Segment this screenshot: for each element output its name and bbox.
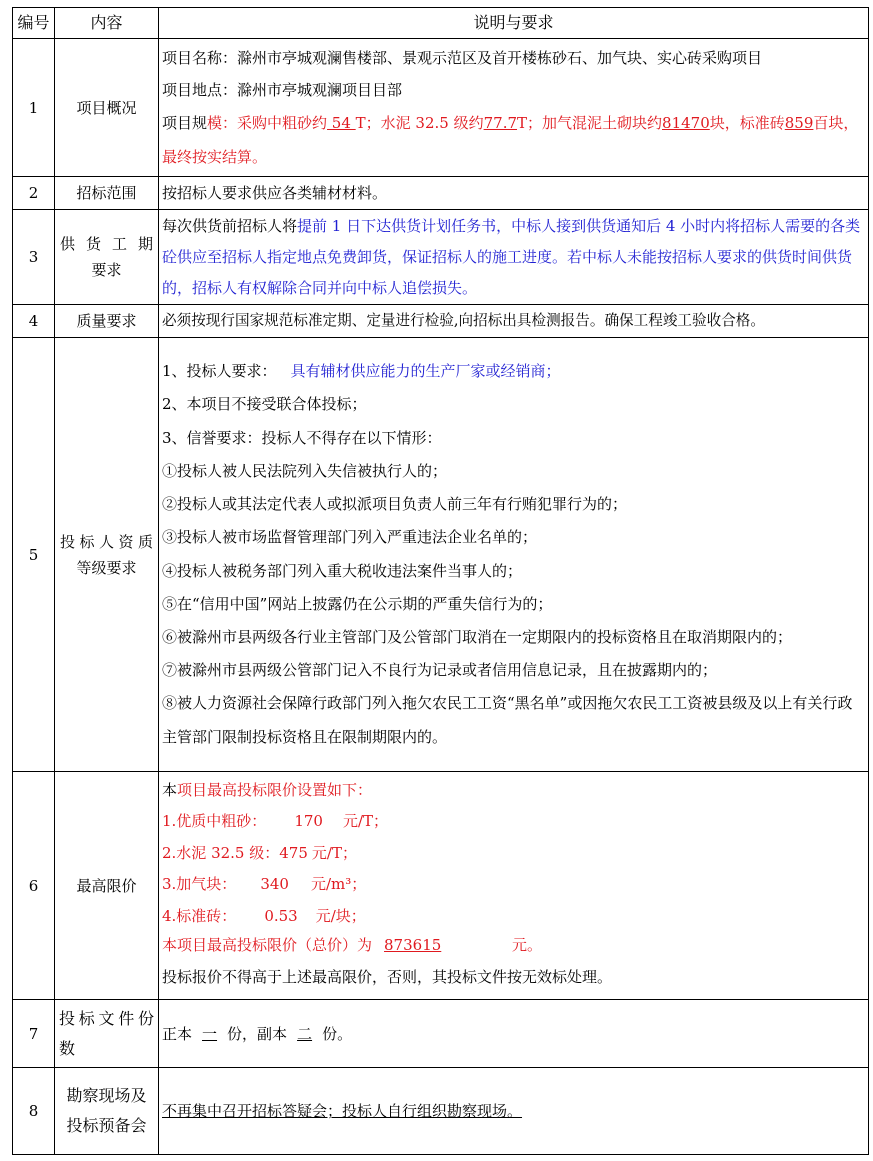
table-row [13, 1068, 869, 1155]
row-number: 8 [13, 1068, 55, 1155]
site-visit-desc: 不再集中召开招标答疑会；投标人自行组织勘察现场。 [159, 1068, 869, 1155]
row-number: 7 [13, 1000, 55, 1068]
row-number: 2 [13, 177, 55, 210]
table-row [13, 1000, 869, 1068]
bid-scope-desc: 按招标人要求供应各类辅材材料。 [159, 177, 869, 210]
row-item-label: 项目概况 [55, 39, 159, 177]
row-item-label: 供货工期 要求 [55, 210, 159, 305]
scale-line: 项目规模：采购中粗砂约 54 T；水泥 32.5 级约77.7T；加气混泥土砌块约81470块，标准砖859百块，最终按实结算。 [162, 113, 859, 166]
header-no: 编号 [13, 8, 55, 39]
condition-5: ⑤在“信用中国”网站上披露仍在公示期的严重失信行为的； [162, 594, 553, 613]
row-item-label: 招标范围 [55, 177, 159, 210]
bid-copies-desc: 正本 一 份，副本 二 份。 [159, 1000, 869, 1068]
condition-6: ⑥被滁州市县两级各行业主管部门及公管部门取消在一定期限内的投标资格且在取消期限内的； [162, 627, 793, 646]
req-2: 2、本项目不接受联合体投标； [162, 395, 367, 414]
row-number: 6 [13, 772, 55, 1000]
copy-count: 二 [297, 1024, 313, 1043]
condition-1: ①投标人被人民法院列入失信被执行人的； [162, 461, 448, 480]
max-price-note: 投标报价不得高于上述最高限价，否则，其投标文件按无效标处理。 [162, 968, 613, 987]
brick-quantity: 859 [784, 113, 814, 132]
condition-7: ⑦被滁州市县两级公管部门记入不良行为记录或者信用信息记录，且在披露期内的； [162, 661, 718, 680]
row-item-label: 勘察现场及 投标预备会 [55, 1068, 159, 1155]
max-price-intro: 本项目最高投标限价设置如下： [162, 780, 373, 799]
cement-quantity: 77.7 [483, 113, 518, 132]
sand-quantity: 54 [327, 113, 356, 132]
req-1: 1、投标人要求： 具有辅材供应能力的生产厂家或经销商； [162, 362, 561, 381]
table-row [13, 210, 869, 305]
price-aerated-block: 3.加气块： 340 元/m³； [162, 875, 367, 894]
supply-schedule-desc: 每次供货前招标人将提前 1 日下达供货计划任务书，中标人接到供货通知后 4 小时内将招标人需要的各类砼供应至招标人指定地点免费卸货，保证招标人的施工进度。若中标人未能按招标人要求的供货时间供货的，招标人有权解除合同并向中标人追偿损失。 [159, 210, 869, 305]
row-number: 5 [13, 338, 55, 772]
price-standard-brick: 4.标准砖： 0.53 元/块； [162, 906, 366, 925]
block-quantity: 81470 [662, 113, 710, 132]
original-count: 一 [202, 1024, 218, 1043]
condition-2: ②投标人或其法定代表人或拟派项目负责人前三年有行贿犯罪行为的； [162, 495, 628, 514]
table-row [13, 305, 869, 338]
price-cement: 2.水泥 32.5 级：475 元/T； [162, 843, 357, 862]
project-place-line: 项目地点：滁州市亭城观澜项目目部 [162, 80, 403, 99]
table-row [13, 39, 869, 177]
price-sand: 1.优质中粗砂： 170 元/T； [162, 812, 389, 831]
header-desc: 说明与要求 [159, 8, 869, 39]
max-price-desc [159, 772, 869, 1000]
table-row [13, 338, 869, 772]
condition-8: ⑧被人力资源社会保障行政部门列入拖欠农民工工资“黑名单”或因拖欠农民工工资被县级及以上有关行政主管部门限制投标资格且在限制期限内的。 [162, 694, 853, 746]
bid-requirements-table [12, 7, 869, 1155]
header-item: 内容 [55, 8, 159, 39]
condition-3: ③投标人被市场监督管理部门列入严重违法企业名单的； [162, 528, 538, 547]
row-item-label: 投标人资质 等级要求 [55, 338, 159, 772]
row-number: 1 [13, 39, 55, 177]
table-row [13, 772, 869, 1000]
row-number: 4 [13, 305, 55, 338]
condition-4: ④投标人被税务部门列入重大税收违法案件当事人的； [162, 561, 523, 580]
row-number: 3 [13, 210, 55, 305]
row-item-label: 质量要求 [55, 305, 159, 338]
table-row [13, 177, 869, 210]
project-overview-desc [159, 39, 869, 177]
req-3: 3、信誉要求：投标人不得存在以下情形： [162, 428, 442, 447]
max-price-total: 本项目最高投标限价（总价）为 873615 元。 [162, 936, 543, 955]
quality-desc: 必须按现行国家规范标准定期、定量进行检验,向招标出具检测报告。确保工程竣工验收合格。 [159, 305, 869, 338]
table-header-row [13, 8, 869, 39]
qualification-desc [159, 338, 869, 772]
row-item-label: 投标文件份 数 [55, 1000, 159, 1068]
row-item-label: 最高限价 [55, 772, 159, 1000]
project-name-line: 项目名称：滁州市亭城观澜售楼部、景观示范区及首开楼栋砂石、加气块、实心砖采购项目 [162, 48, 763, 67]
